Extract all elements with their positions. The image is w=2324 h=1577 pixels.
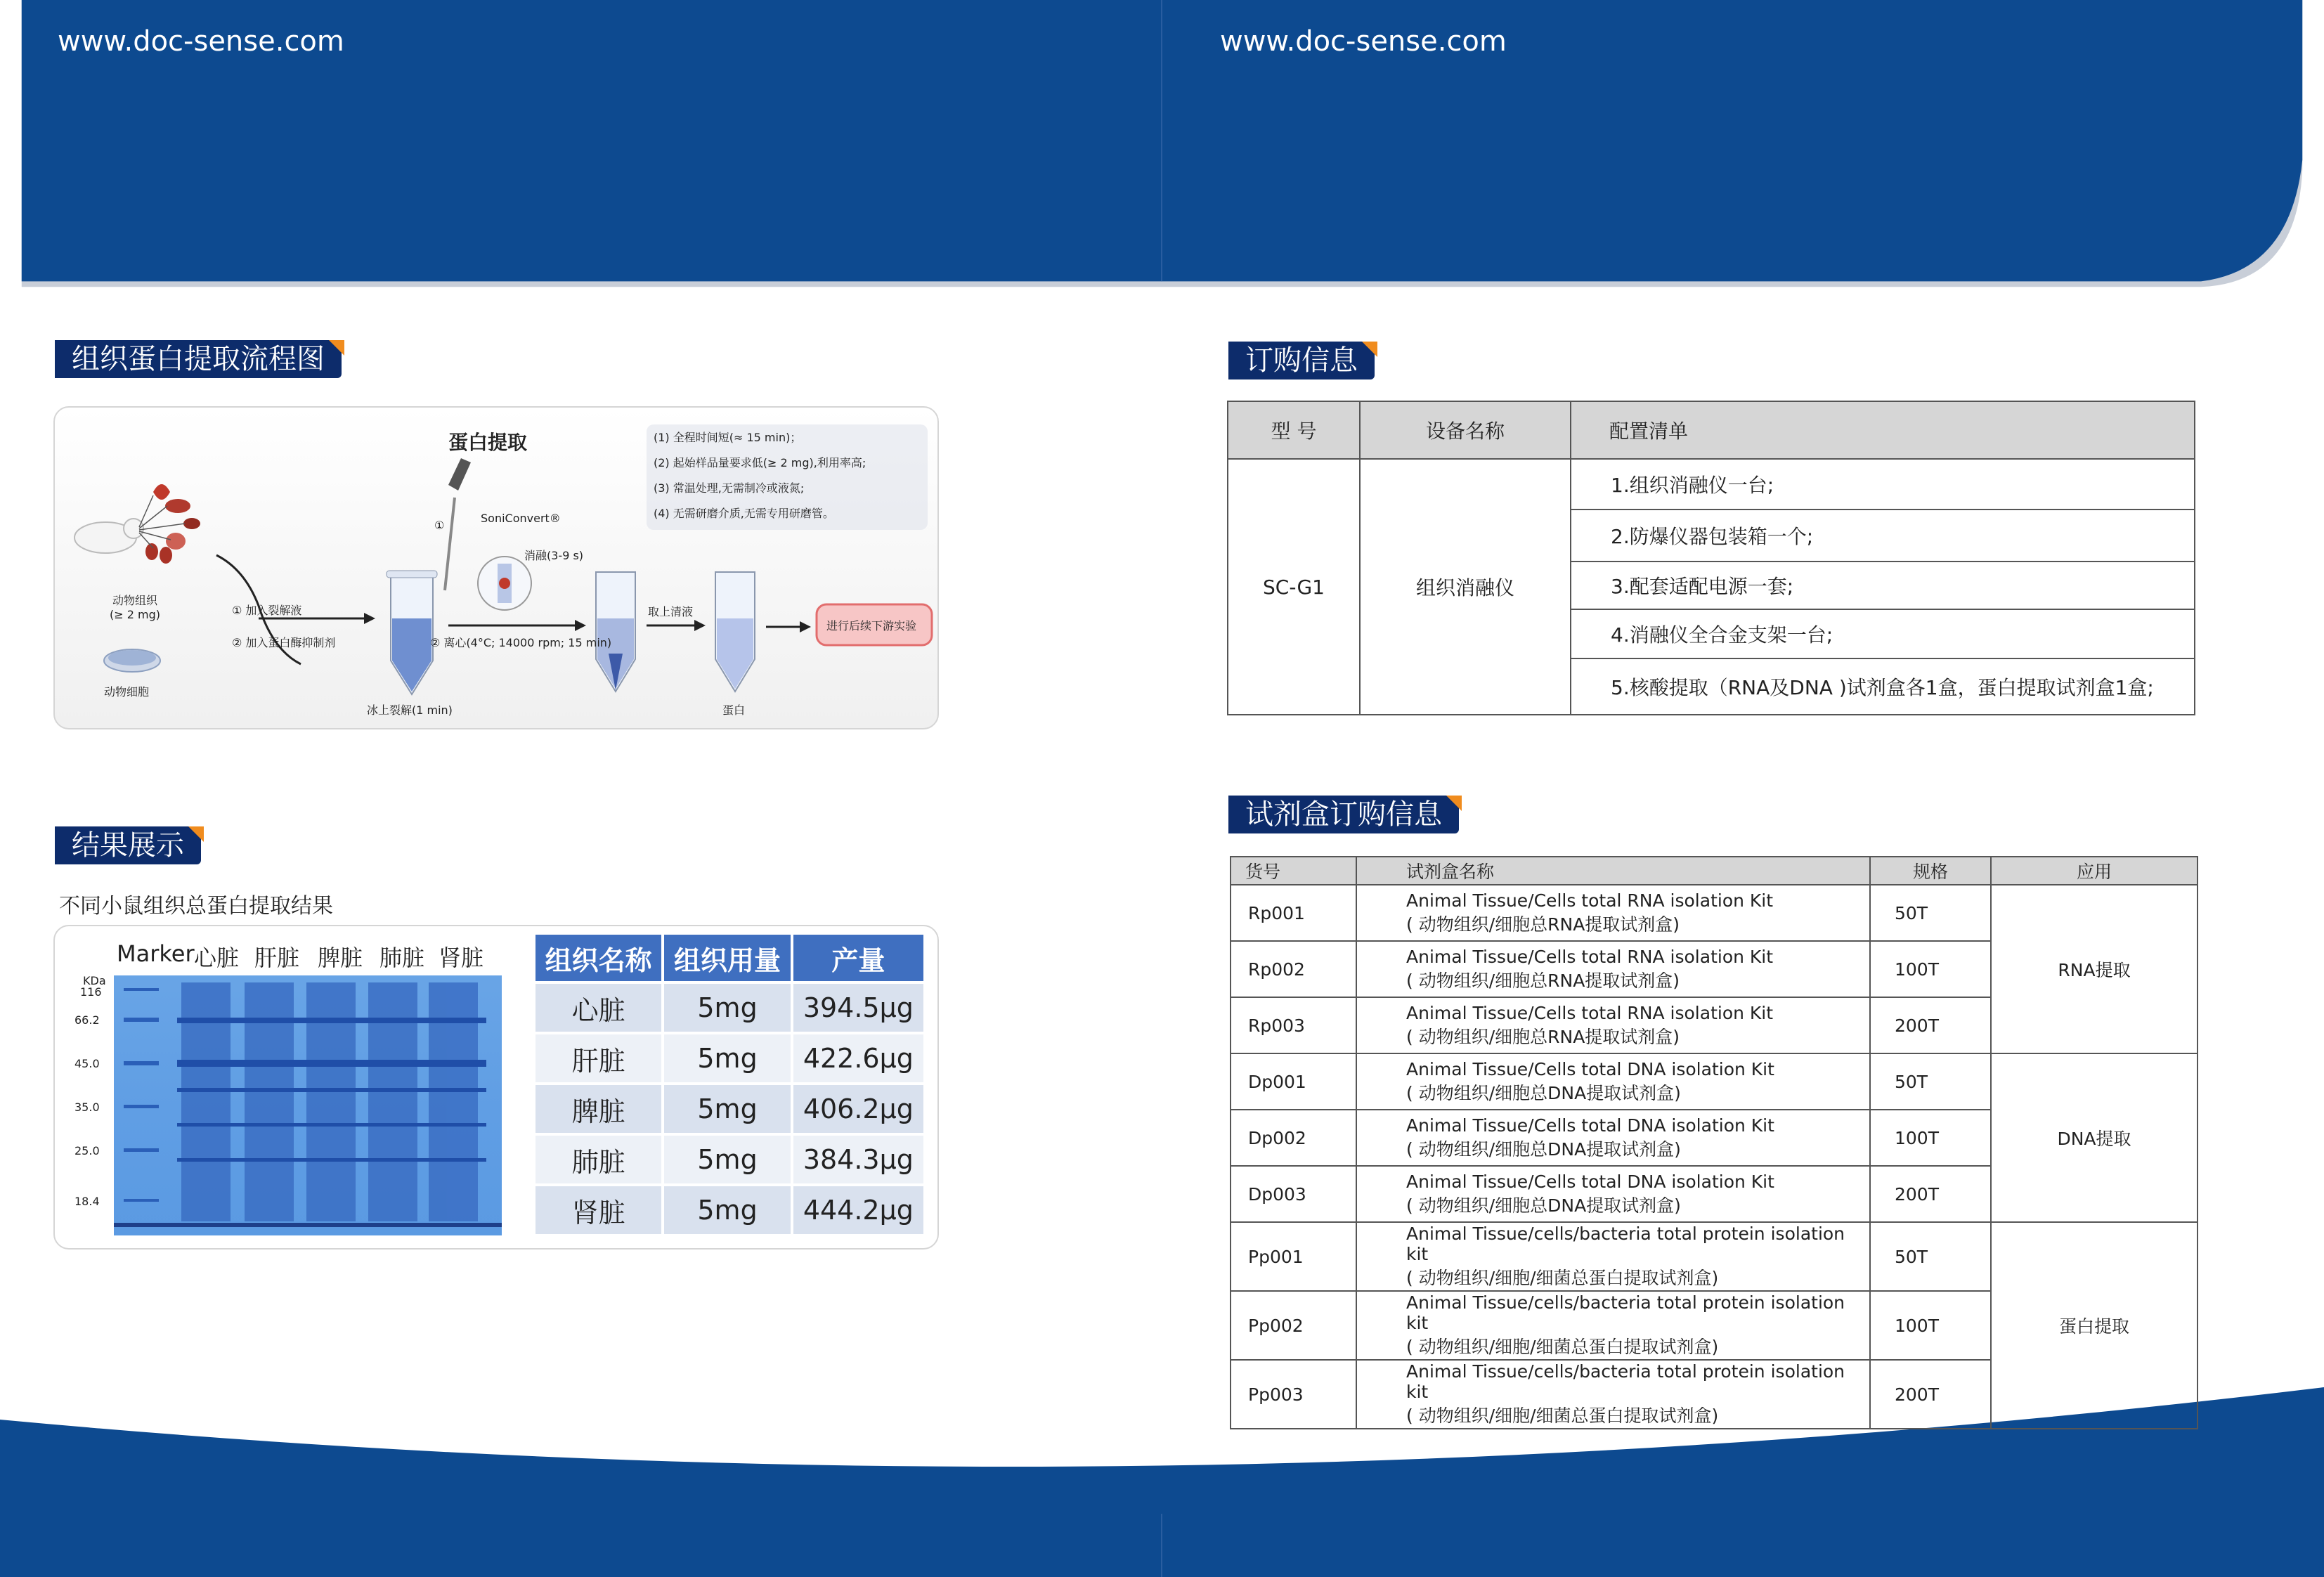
order-header-device: 设备名称 — [1360, 401, 1571, 459]
table-row: 肺脏 5mg 384.3μg — [535, 1136, 923, 1183]
ice-lysis-label: 冰上裂解(1 min) — [367, 703, 453, 717]
table-row: Pp002 Animal Tissue/cells/bacteria total protein isolation kit ( 动物组织/细胞/细菌总蛋白提取试剂盒) 100T — [1231, 1291, 2198, 1360]
sds-page-gel-image — [114, 975, 502, 1235]
table-row: 心脏 5mg 394.5μg — [535, 984, 923, 1032]
kit-header-code: 货号 — [1231, 857, 1356, 885]
table-row: Pp003 Animal Tissue/cells/bacteria total protein isolation kit ( 动物组织/细胞/细菌总蛋白提取试剂盒) 200T — [1231, 1360, 2198, 1429]
centrifuge-label: ② 离心(4°C; 14000 rpm; 15 min) — [430, 636, 612, 649]
config-item-1: 1.组织消融仪一台; — [1571, 459, 2195, 510]
feature-4: (4) 无需研磨介质,无需专用研磨管。 — [654, 507, 834, 520]
kit-header-spec: 规格 — [1870, 857, 1991, 885]
table-row: 肾脏 5mg 444.2μg — [535, 1186, 923, 1234]
marker-45: 45.0 — [74, 1057, 100, 1070]
supernatant-label: 取上清液 — [648, 605, 694, 618]
marker-66: 66.2 — [74, 1013, 100, 1027]
kit-section-title: 试剂盒订购信息 — [1228, 796, 1459, 833]
step-lysis-label: ① 加入裂解液 — [232, 604, 302, 617]
step-inhibitor-label: ② 加入蛋白酶抑制剂 — [232, 636, 336, 649]
kit-header-app: 应用 — [1991, 857, 2198, 885]
order-device: 组织消融仪 — [1360, 459, 1571, 715]
gel-unit-label: KDa — [83, 974, 106, 987]
table-row: Dp003 Animal Tissue/Cells total DNA isolation Kit ( 动物组织/细胞总DNA提取试剂盒) 200T — [1231, 1166, 2198, 1222]
device-step-label: ① — [434, 519, 445, 532]
liver-icon — [165, 499, 190, 513]
feature-3: (3) 常温处理,无需制冷或液氮; — [654, 481, 805, 495]
downstream-label: 进行后续下游实验 — [826, 619, 917, 632]
table-row: Rp002 Animal Tissue/Cells total RNA isolation Kit ( 动物组织/细胞总RNA提取试剂盒) 100T — [1231, 941, 2198, 997]
soniconvert-device-icon — [448, 458, 471, 491]
marker-18: 18.4 — [74, 1195, 100, 1208]
animal-cells-label: 动物细胞 — [104, 685, 150, 699]
website-url-left[interactable]: www.doc-sense.com — [58, 25, 344, 58]
lane-label-heart: 心脏 — [194, 945, 240, 971]
order-header-config: 配置清单 — [1571, 401, 2195, 459]
results-section-title: 结果展示 — [55, 826, 201, 864]
order-model: SC-G1 — [1228, 459, 1360, 715]
order-section-title: 订购信息 — [1228, 342, 1375, 379]
order-table — [1227, 401, 2195, 715]
results-subtitle: 不同小鼠组织总蛋白提取结果 — [59, 894, 333, 919]
kidney-icon — [145, 543, 158, 560]
table-row: Rp001 Animal Tissue/Cells total RNA isolation Kit ( 动物组织/细胞总RNA提取试剂盒) 50T RNA提取 — [1231, 885, 2198, 941]
device-name-label: SoniConvert® — [481, 512, 561, 525]
website-url-right[interactable]: www.doc-sense.com — [1220, 25, 1507, 58]
lane-label-liver: 肝脏 — [254, 945, 300, 971]
flow-card-title: 蛋白提取 — [448, 431, 528, 454]
marker-116: 116 — [80, 985, 102, 999]
app-protein: 蛋白提取 — [1991, 1222, 2198, 1429]
app-rna: RNA提取 — [1991, 885, 2198, 1053]
digest-label: 消融(3-9 s) — [524, 549, 584, 562]
table-row: Rp003 Animal Tissue/Cells total RNA isolation Kit ( 动物组织/细胞总RNA提取试剂盒) 200T — [1231, 997, 2198, 1053]
kit-header-name: 试剂盒名称 — [1356, 857, 1870, 885]
marker-35: 35.0 — [74, 1101, 100, 1114]
spleen-icon — [183, 518, 200, 529]
lane-label-marker: Marker — [117, 940, 195, 967]
feature-2: (2) 起始样品量要求低(≥ 2 mg),利用率高; — [654, 456, 866, 469]
protein-label: 蛋白 — [722, 703, 746, 717]
flow-diagram — [55, 408, 937, 728]
table-row: 肝脏 5mg 422.6μg — [535, 1034, 923, 1082]
config-item-5: 5.核酸提取（RNA及DNA )试剂盒各1盒，蛋白提取试剂盒1盒; — [1571, 658, 2195, 715]
yield-table — [533, 932, 926, 1237]
yield-header-amount: 组织用量 — [664, 935, 790, 981]
order-header-model: 型 号 — [1228, 401, 1360, 459]
results-card — [53, 925, 939, 1250]
flow-card — [53, 406, 939, 729]
kit-table — [1230, 856, 2198, 1429]
table-row: Pp001 Animal Tissue/cells/bacteria total protein isolation kit ( 动物组织/细胞/细菌总蛋白提取试剂盒) 50T 蛋白提取 — [1231, 1222, 2198, 1291]
lane-label-spleen: 脾脏 — [318, 945, 363, 971]
marker-25: 25.0 — [74, 1144, 100, 1157]
table-row: 脾脏 5mg 406.2μg — [535, 1085, 923, 1133]
lane-label-kidney: 肾脏 — [439, 945, 484, 971]
animal-tissue-label: 动物组织 (≥ 2 mg) — [110, 594, 160, 621]
table-row: Dp002 Animal Tissue/Cells total DNA isolation Kit ( 动物组织/细胞总DNA提取试剂盒) 100T — [1231, 1110, 2198, 1166]
config-item-2: 2.防爆仪器包装箱一个; — [1571, 510, 2195, 562]
table-row: Dp001 Animal Tissue/Cells total DNA isolation Kit ( 动物组织/细胞总DNA提取试剂盒) 50T DNA提取 — [1231, 1053, 2198, 1110]
heart-icon — [153, 484, 170, 500]
config-item-4: 4.消融仪全合金支架一台; — [1571, 609, 2195, 658]
app-dna: DNA提取 — [1991, 1053, 2198, 1222]
feature-1: (1) 全程时间短(≈ 15 min)； — [654, 431, 802, 444]
config-item-3: 3.配套适配电源一套; — [1571, 562, 2195, 609]
lung-icon — [166, 533, 186, 550]
yield-header-tissue: 组织名称 — [535, 935, 661, 981]
lane-label-lung: 肺脏 — [379, 945, 425, 971]
yield-header-yield: 产量 — [793, 935, 923, 981]
header-band — [0, 0, 2324, 297]
flow-section-title: 组织蛋白提取流程图 — [55, 340, 342, 378]
